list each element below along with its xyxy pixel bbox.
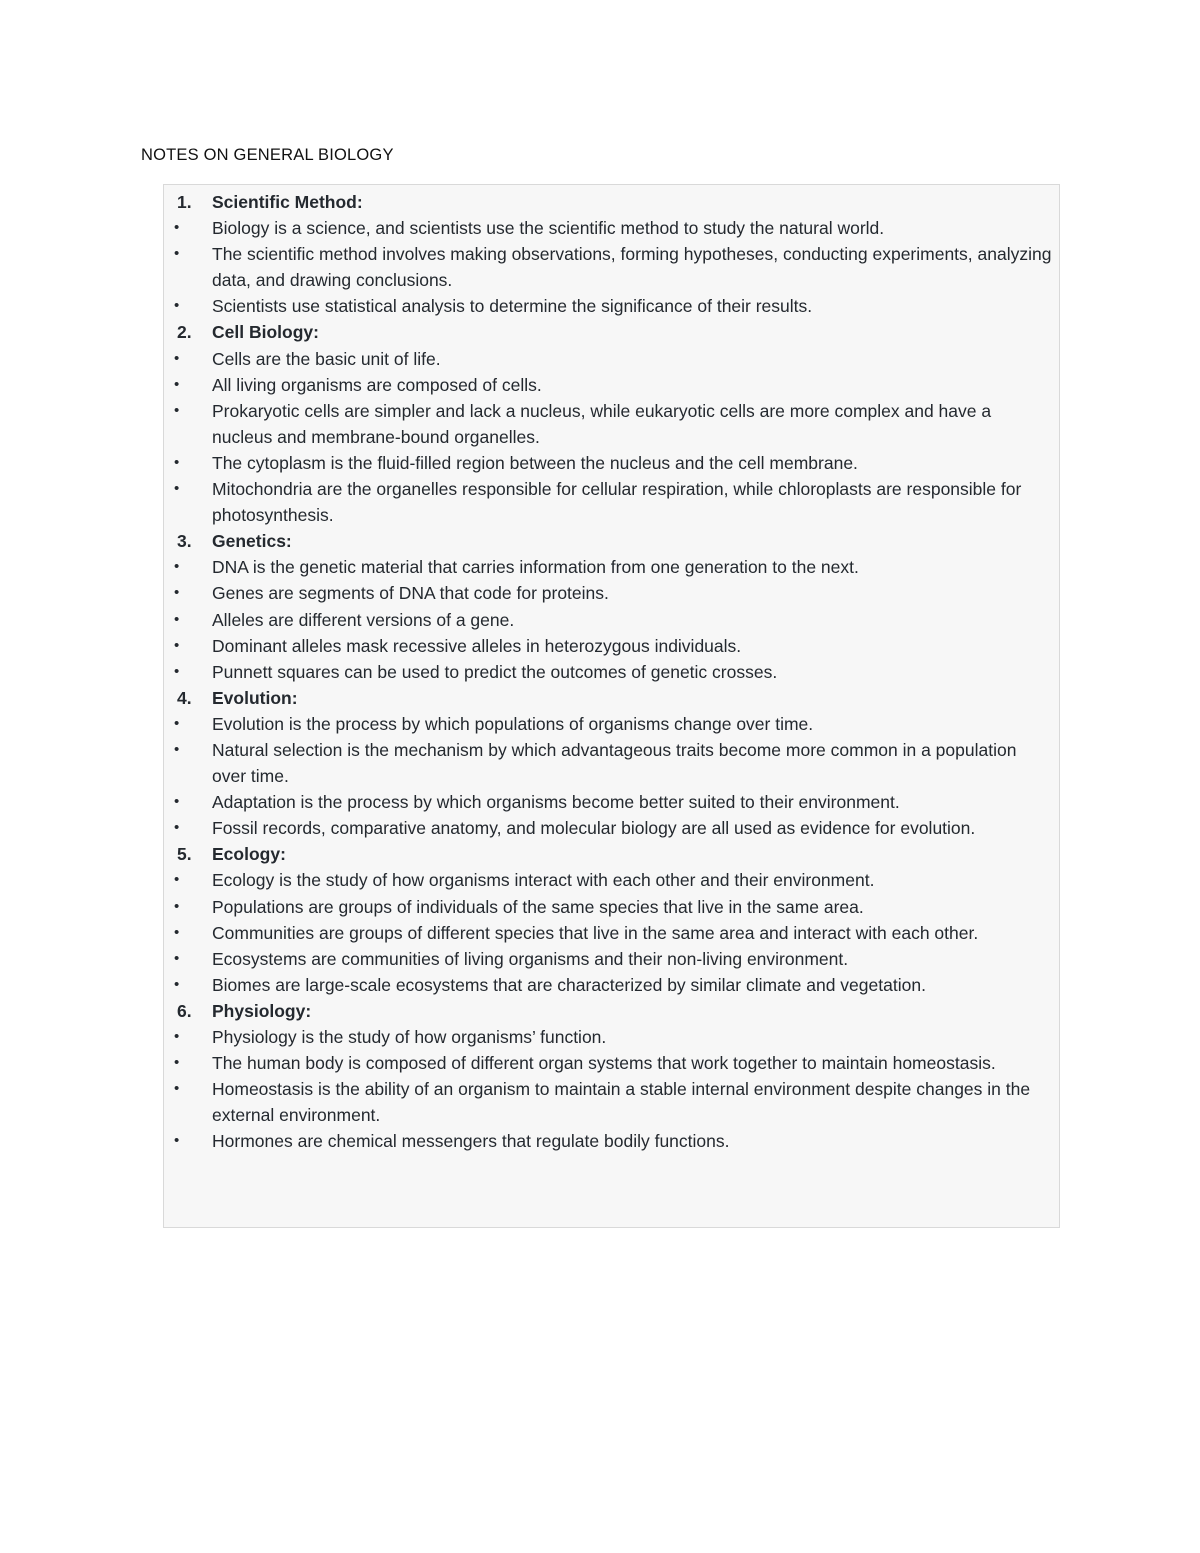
bullet-item: [164, 1050, 1059, 1076]
bullet-item: [164, 972, 1059, 998]
section-heading: [164, 319, 1059, 345]
bullet-text: Punnett squares can be used to predict the outcomes of genetic crosses.: [212, 661, 778, 682]
bullet-icon: •: [174, 297, 180, 315]
bullet-icon: •: [174, 610, 180, 628]
bullet-item: [164, 659, 1059, 685]
bullet-icon: •: [174, 740, 180, 758]
bullet-item: [164, 867, 1059, 893]
bullet-item: [164, 372, 1059, 398]
bullet-icon: •: [174, 480, 180, 498]
bullet-item: [164, 346, 1059, 372]
section-heading: [164, 189, 1059, 215]
bullet-icon: •: [174, 819, 180, 837]
bullet-item: [164, 894, 1059, 920]
bullet-icon: •: [174, 1028, 180, 1045]
bullet-item: [164, 398, 1059, 450]
bullet-icon: •: [174, 1132, 180, 1150]
bullet-item: [164, 711, 1059, 737]
bullet-text: Cells are the basic unit of life.: [212, 348, 441, 369]
bullet-icon: •: [174, 975, 180, 993]
bullet-text: DNA is the genetic material that carries information from one generation to the next.: [212, 557, 859, 578]
bullet-icon: •: [174, 1054, 180, 1072]
bullet-text: Evolution is the process by which populations of organisms change over time.: [212, 713, 814, 734]
bullet-item: [164, 789, 1059, 815]
bullet-text: Mitochondria are the organelles responsible for cellular respiration, while chloroplasts are responsible for photosynthesis.: [212, 479, 1022, 526]
section-number: 6.: [177, 1000, 192, 1021]
bullet-icon: •: [174, 923, 180, 941]
bullet-text: Biology is a science, and scientists use the scientific method to study the natural world.: [212, 218, 885, 239]
bullet-text: Dominant alleles mask recessive alleles in heterozygous individuals.: [212, 635, 742, 656]
bullet-text: The human body is composed of different organ systems that work together to maintain homeostasis.: [212, 1053, 996, 1074]
bullet-text: Ecosystems are communities of living organisms and their non-living environment.: [212, 948, 849, 969]
section-number: 2.: [177, 322, 192, 343]
bullet-item: [164, 450, 1059, 476]
bullet-item: [164, 920, 1059, 946]
section-number: 5.: [177, 844, 192, 865]
bullet-text: Alleles are different versions of a gene.: [212, 609, 515, 630]
section-heading-text: Evolution:: [212, 687, 298, 708]
bullet-icon: •: [174, 584, 180, 602]
bullet-icon: •: [174, 636, 180, 654]
bullet-text: Ecology is the study of how organisms interact with each other and their environment.: [212, 870, 875, 891]
bullet-icon: •: [174, 401, 180, 419]
bullet-text: Prokaryotic cells are simpler and lack a nucleus, while eukaryotic cells are more complex and have a nucleus and membrane-bound organelles.: [212, 400, 992, 447]
bullet-icon: •: [174, 375, 180, 393]
bullet-icon: •: [174, 897, 180, 915]
notes-box: [163, 184, 1060, 1228]
section-heading-text: Ecology:: [212, 844, 286, 865]
bullet-icon: •: [174, 949, 180, 967]
bullet-item: [164, 946, 1059, 972]
section-heading: [164, 998, 1059, 1024]
bullet-item: [164, 1128, 1059, 1154]
bullet-icon: •: [174, 714, 180, 732]
bullet-item: [164, 737, 1059, 789]
bullet-icon: •: [174, 871, 180, 889]
bullet-item: [164, 815, 1059, 841]
section-heading-text: Scientific Method:: [212, 192, 363, 212]
bullet-icon: •: [174, 453, 180, 471]
notes-list: [164, 189, 1059, 1154]
bullet-text: Fossil records, comparative anatomy, and molecular biology are all used as evidence for evolution.: [212, 818, 976, 839]
bullet-item: [164, 1076, 1059, 1128]
bullet-icon: •: [174, 349, 180, 367]
bullet-icon: •: [174, 662, 180, 680]
document-title: NOTES ON GENERAL BIOLOGY: [141, 146, 394, 164]
bullet-item: [164, 476, 1059, 528]
section-heading-text: Genetics:: [212, 531, 292, 552]
bullet-icon: •: [174, 793, 180, 811]
bullet-item: [164, 607, 1059, 633]
section-heading-text: Physiology:: [212, 1000, 312, 1021]
bullet-text: Hormones are chemical messengers that regulate bodily functions.: [212, 1131, 730, 1152]
bullet-item: [164, 1024, 1059, 1050]
section-heading: [164, 685, 1059, 711]
section-number: 1.: [177, 192, 192, 212]
bullet-icon: •: [174, 558, 180, 576]
bullet-item: [164, 580, 1059, 606]
bullet-icon: •: [174, 219, 180, 237]
bullet-item: [164, 633, 1059, 659]
bullet-text: Communities are groups of different species that live in the same area and interact with each other.: [212, 922, 979, 943]
bullet-icon: •: [174, 245, 180, 263]
bullet-text: Natural selection is the mechanism by which advantageous traits become more common in a population over time.: [212, 739, 1017, 787]
section-number: 4.: [177, 687, 192, 708]
bullet-text: All living organisms are composed of cells.: [212, 374, 542, 395]
section-heading: [164, 528, 1059, 554]
bullet-text: The scientific method involves making observations, forming hypotheses, conducting experiments, analyzing data, and drawing conclusions.: [212, 244, 1052, 291]
bullet-text: Genes are segments of DNA that code for proteins.: [212, 583, 609, 604]
section-heading-text: Cell Biology:: [212, 322, 319, 343]
section-heading: [164, 841, 1059, 867]
bullet-item: [164, 215, 1059, 241]
bullet-item: [164, 293, 1059, 319]
bullet-text: The cytoplasm is the fluid-filled region between the nucleus and the cell membrane.: [212, 452, 858, 473]
bullet-item: [164, 554, 1059, 580]
bullet-text: Physiology is the study of how organisms’ function.: [212, 1027, 607, 1047]
bullet-text: Adaptation is the process by which organisms become better suited to their environment.: [212, 792, 900, 813]
section-number: 3.: [177, 531, 192, 552]
bullet-text: Scientists use statistical analysis to determine the significance of their results.: [212, 296, 813, 317]
bullet-item: [164, 241, 1059, 293]
bullet-text: Populations are groups of individuals of the same species that live in the same area.: [212, 896, 864, 917]
bullet-text: Biomes are large-scale ecosystems that are characterized by similar climate and vegetation.: [212, 974, 926, 995]
bullet-icon: •: [174, 1080, 180, 1098]
bullet-text: Homeostasis is the ability of an organism to maintain a stable internal environment despite changes in the external environment.: [212, 1079, 1031, 1126]
